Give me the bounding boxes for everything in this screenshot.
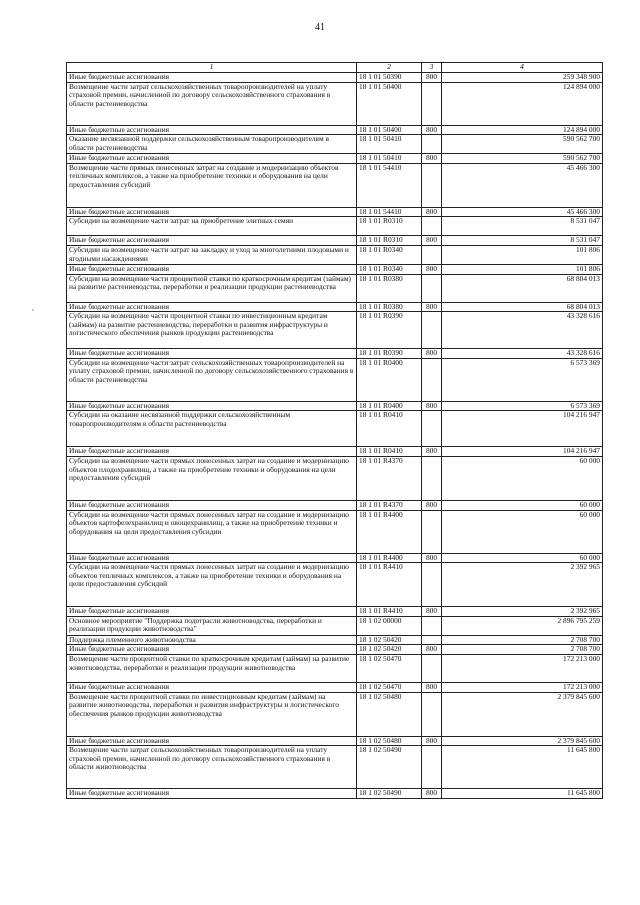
row-amount-cell: 101 806	[442, 245, 603, 264]
table-row	[67, 682, 603, 692]
row-name-cell: Иные бюджетные ассигнования	[67, 607, 357, 617]
table-row	[67, 553, 603, 563]
row-amount-cell: 590 562 700	[442, 135, 603, 154]
row-amount-cell: 2 379 845 600	[442, 736, 603, 746]
row-code-cell: 18 1 01 R0410	[357, 411, 422, 447]
column-header-name: 1	[67, 63, 357, 73]
row-name-cell: Иные бюджетные ассигнования	[67, 207, 357, 217]
row-amount-cell: 2 708 700	[442, 645, 603, 655]
row-name-cell: Возмещение части процентной ставки по инвестиционным кредитам (займам) на развитие животноводства, переработки и развития инфраструктуры и логистического обеспечения рынков продукции животноводства	[67, 692, 357, 736]
row-amount-cell: 43 328 616	[442, 312, 603, 349]
table-row	[67, 217, 603, 236]
row-name-cell: Поддержка племенного животноводства	[67, 635, 357, 645]
row-amount-cell: 124 894 000	[442, 82, 603, 125]
table-row	[67, 154, 603, 164]
row-expense-type-cell: 800	[422, 236, 442, 246]
row-expense-type-cell: 800	[422, 447, 442, 457]
row-code-cell: 18 1 02 50490	[357, 746, 422, 789]
margin-mark: ,	[32, 303, 34, 312]
table-row	[67, 447, 603, 457]
row-amount-cell: 45 466 300	[442, 163, 603, 207]
row-amount-cell: 124 894 000	[442, 125, 603, 135]
row-code-cell: 18 1 02 50490	[357, 789, 422, 799]
table-row	[67, 236, 603, 246]
column-header-code: 2	[357, 63, 422, 73]
row-code-cell: 18 1 01 R4370	[357, 456, 422, 500]
row-amount-cell: 2 379 845 600	[442, 692, 603, 736]
row-expense-type-cell: 800	[422, 645, 442, 655]
row-amount-cell: 2 896 795 259	[442, 616, 603, 635]
table-row	[67, 411, 603, 447]
row-code-cell: 18 1 01 R0380	[357, 274, 422, 302]
row-code-cell: 18 1 01 R0390	[357, 349, 422, 359]
row-name-cell: Возмещение части затрат сельскохозяйственных товаропроизводителей на уплату страховой премии, начисленной по договору сельскохозяйственного страхования в области животноводства	[67, 746, 357, 789]
row-expense-type-cell: 800	[422, 154, 442, 164]
row-code-cell: 18 1 01 50400	[357, 125, 422, 135]
row-code-cell: 18 1 01 R4370	[357, 500, 422, 510]
row-amount-cell: 8 531 047	[442, 236, 603, 246]
row-name-cell: Иные бюджетные ассигнования	[67, 645, 357, 655]
table-row	[67, 73, 603, 83]
row-expense-type-cell	[422, 563, 442, 607]
table-body	[67, 73, 603, 799]
row-name-cell: Оказание несвязанной поддержки сельскохозяйственным товаропроизводителям в области растениеводства	[67, 135, 357, 154]
row-code-cell: 18 1 01 50410	[357, 135, 422, 154]
row-expense-type-cell	[422, 654, 442, 682]
row-name-cell: Субсидии на возмещение части затрат на приобретение элитных семян	[67, 217, 357, 236]
row-name-cell: Субсидии на возмещение части прямых понесенных затрат на создание и модернизацию объектов картофелехранилищ и овощехранилищ, а также на приобретение техники и оборудования на цели предоставления субсидии	[67, 510, 357, 553]
row-expense-type-cell: 800	[422, 302, 442, 312]
row-code-cell: 18 1 01 50390	[357, 73, 422, 83]
row-amount-cell: 6 573 369	[442, 401, 603, 411]
row-name-cell: Субсидии на возмещение части прямых понесенных затрат на создание и модернизацию объектов тепличных комплексов, а также на приобретение техники и оборудования на цели предоставления субсидий	[67, 563, 357, 607]
table-row	[67, 607, 603, 617]
row-name-cell: Иные бюджетные ассигнования	[67, 264, 357, 274]
row-amount-cell: 60 000	[442, 456, 603, 500]
row-expense-type-cell	[422, 135, 442, 154]
row-code-cell: 18 1 01 R4400	[357, 510, 422, 553]
row-expense-type-cell: 800	[422, 607, 442, 617]
row-amount-cell: 259 348 900	[442, 73, 603, 83]
row-amount-cell: 2 392 965	[442, 563, 603, 607]
row-expense-type-cell	[422, 312, 442, 349]
row-expense-type-cell: 800	[422, 789, 442, 799]
table-row	[67, 135, 603, 154]
row-code-cell: 18 1 01 R0380	[357, 302, 422, 312]
row-amount-cell: 60 000	[442, 510, 603, 553]
row-name-cell: Субсидии на возмещение части прямых понесенных затрат на создание и модернизацию объектов плодохранилищ, а также на приобретение техники и оборудования на цели предоставления субсидий	[67, 456, 357, 500]
table-row	[67, 635, 603, 645]
row-amount-cell: 172 213 000	[442, 654, 603, 682]
row-code-cell: 18 1 02 50420	[357, 635, 422, 645]
row-expense-type-cell	[422, 82, 442, 125]
table-row	[67, 358, 603, 401]
row-code-cell: 18 1 01 R0310	[357, 217, 422, 236]
row-name-cell: Иные бюджетные ассигнования	[67, 682, 357, 692]
table-row	[67, 746, 603, 789]
row-expense-type-cell	[422, 510, 442, 553]
row-name-cell: Иные бюджетные ассигнования	[67, 553, 357, 563]
table-row	[67, 163, 603, 207]
row-name-cell: Иные бюджетные ассигнования	[67, 447, 357, 457]
column-header-expense-type: 3	[422, 63, 442, 73]
row-expense-type-cell	[422, 635, 442, 645]
row-name-cell: Субсидии на возмещение части процентной ставки по краткосрочным кредитам (займам) на развитие растениеводства, переработки и реализации продукции растениеводства	[67, 274, 357, 302]
row-name-cell: Субсидии на возмещение части затрат на закладку и уход за многолетними плодовыми и ягодными насаждениями	[67, 245, 357, 264]
row-expense-type-cell: 800	[422, 207, 442, 217]
table-row	[67, 563, 603, 607]
table-row	[67, 654, 603, 682]
row-code-cell: 18 1 01 R0400	[357, 358, 422, 401]
row-name-cell: Возмещение части прямых понесенных затрат на создание и модернизацию объектов тепличных комплексов, а также на приобретение техники и оборудования на цели предоставления субсидий	[67, 163, 357, 207]
row-amount-cell: 68 804 013	[442, 274, 603, 302]
row-code-cell: 18 1 02 50480	[357, 736, 422, 746]
row-code-cell: 18 1 02 00000	[357, 616, 422, 635]
row-expense-type-cell: 800	[422, 401, 442, 411]
row-code-cell: 18 1 01 50410	[357, 154, 422, 164]
row-amount-cell: 60 000	[442, 553, 603, 563]
row-expense-type-cell: 800	[422, 73, 442, 83]
row-name-cell: Иные бюджетные ассигнования	[67, 73, 357, 83]
row-expense-type-cell: 800	[422, 349, 442, 359]
row-code-cell: 18 1 02 50480	[357, 692, 422, 736]
row-code-cell: 18 1 02 50470	[357, 654, 422, 682]
row-expense-type-cell: 800	[422, 682, 442, 692]
table-row	[67, 456, 603, 500]
table-row	[67, 82, 603, 125]
row-amount-cell: 11 645 800	[442, 746, 603, 789]
table-row	[67, 312, 603, 349]
row-name-cell: Иные бюджетные ассигнования	[67, 302, 357, 312]
table-row	[67, 274, 603, 302]
table-row	[67, 736, 603, 746]
row-name-cell: Иные бюджетные ассигнования	[67, 401, 357, 411]
row-amount-cell: 104 216 947	[442, 411, 603, 447]
table-row	[67, 125, 603, 135]
row-amount-cell: 2 392 965	[442, 607, 603, 617]
row-amount-cell: 104 216 947	[442, 447, 603, 457]
row-name-cell: Иные бюджетные ассигнования	[67, 125, 357, 135]
row-expense-type-cell: 800	[422, 264, 442, 274]
row-amount-cell: 8 531 047	[442, 217, 603, 236]
row-amount-cell: 60 000	[442, 500, 603, 510]
row-code-cell: 18 1 01 R0390	[357, 312, 422, 349]
row-expense-type-cell	[422, 163, 442, 207]
row-code-cell: 18 1 01 50400	[357, 82, 422, 125]
table-row	[67, 692, 603, 736]
row-code-cell: 18 1 01 54410	[357, 207, 422, 217]
row-expense-type-cell	[422, 217, 442, 236]
row-expense-type-cell: 800	[422, 736, 442, 746]
row-amount-cell: 11 645 800	[442, 789, 603, 799]
row-code-cell: 18 1 01 R0410	[357, 447, 422, 457]
table-row	[67, 302, 603, 312]
row-code-cell: 18 1 01 R0340	[357, 245, 422, 264]
row-code-cell: 18 1 01 R0310	[357, 236, 422, 246]
row-expense-type-cell	[422, 616, 442, 635]
row-expense-type-cell: 800	[422, 553, 442, 563]
row-expense-type-cell	[422, 411, 442, 447]
row-name-cell: Иные бюджетные ассигнования	[67, 154, 357, 164]
row-code-cell: 18 1 01 R0400	[357, 401, 422, 411]
row-name-cell: Иные бюджетные ассигнования	[67, 349, 357, 359]
row-amount-cell: 68 804 013	[442, 302, 603, 312]
table-row	[67, 245, 603, 264]
row-amount-cell: 101 806	[442, 264, 603, 274]
row-name-cell: Основное мероприятие "Поддержка подотрасли животноводства, переработки и реализации продукции животноводства"	[67, 616, 357, 635]
row-expense-type-cell	[422, 692, 442, 736]
row-amount-cell: 2 708 700	[442, 635, 603, 645]
row-amount-cell: 172 213 000	[442, 682, 603, 692]
row-expense-type-cell	[422, 274, 442, 302]
table-header-row	[67, 63, 603, 73]
row-code-cell: 18 1 01 R4400	[357, 553, 422, 563]
row-expense-type-cell: 800	[422, 500, 442, 510]
row-expense-type-cell	[422, 358, 442, 401]
table-row	[67, 510, 603, 553]
row-code-cell: 18 1 02 50470	[357, 682, 422, 692]
row-code-cell: 18 1 01 R0340	[357, 264, 422, 274]
row-name-cell: Возмещение части процентной ставки по краткосрочным кредитам (займам) на развитие животноводства, переработки и реализации продукции животноводства	[67, 654, 357, 682]
row-name-cell: Субсидии на возмещение части затрат сельскохозяйственных товаропроизводителей на уплату страховой премии, начисленной по договору сельскохозяйственного страхования в области растениеводства	[67, 358, 357, 401]
row-amount-cell: 43 328 616	[442, 349, 603, 359]
table-row	[67, 207, 603, 217]
row-name-cell: Иные бюджетные ассигнования	[67, 789, 357, 799]
row-name-cell: Иные бюджетные ассигнования	[67, 736, 357, 746]
table-row	[67, 616, 603, 635]
table-row	[67, 401, 603, 411]
row-expense-type-cell: 800	[422, 125, 442, 135]
row-name-cell: Субсидии на оказание несвязанной поддержки сельскохозяйственным товаропроизводителям в области растениеводства	[67, 411, 357, 447]
row-code-cell: 18 1 01 R4410	[357, 563, 422, 607]
row-code-cell: 18 1 02 50420	[357, 645, 422, 655]
table-row	[67, 349, 603, 359]
table-row	[67, 264, 603, 274]
row-name-cell: Иные бюджетные ассигнования	[67, 500, 357, 510]
row-name-cell: Иные бюджетные ассигнования	[67, 236, 357, 246]
row-name-cell: Возмещение части затрат сельскохозяйственных товаропроизводителей на уплату страховой премии, начисленной по договору сельскохозяйственного страхования в области растениеводства	[67, 82, 357, 125]
row-amount-cell: 590 562 700	[442, 154, 603, 164]
row-expense-type-cell	[422, 456, 442, 500]
table-row	[67, 789, 603, 799]
page-number: 41	[315, 22, 325, 33]
row-code-cell: 18 1 01 R4410	[357, 607, 422, 617]
row-name-cell: Субсидии на возмещение части процентной ставки по инвестиционным кредитам (займам) на развитие растениеводства, переработки и развития инфраструктуры и логистического обеспечения рынков продукции растениеводства	[67, 312, 357, 349]
row-expense-type-cell	[422, 245, 442, 264]
row-amount-cell: 45 466 300	[442, 207, 603, 217]
column-header-amount: 4	[442, 63, 603, 73]
budget-table	[66, 62, 603, 799]
table-row	[67, 500, 603, 510]
row-amount-cell: 6 573 369	[442, 358, 603, 401]
row-code-cell: 18 1 01 54410	[357, 163, 422, 207]
row-expense-type-cell	[422, 746, 442, 789]
table-row	[67, 645, 603, 655]
